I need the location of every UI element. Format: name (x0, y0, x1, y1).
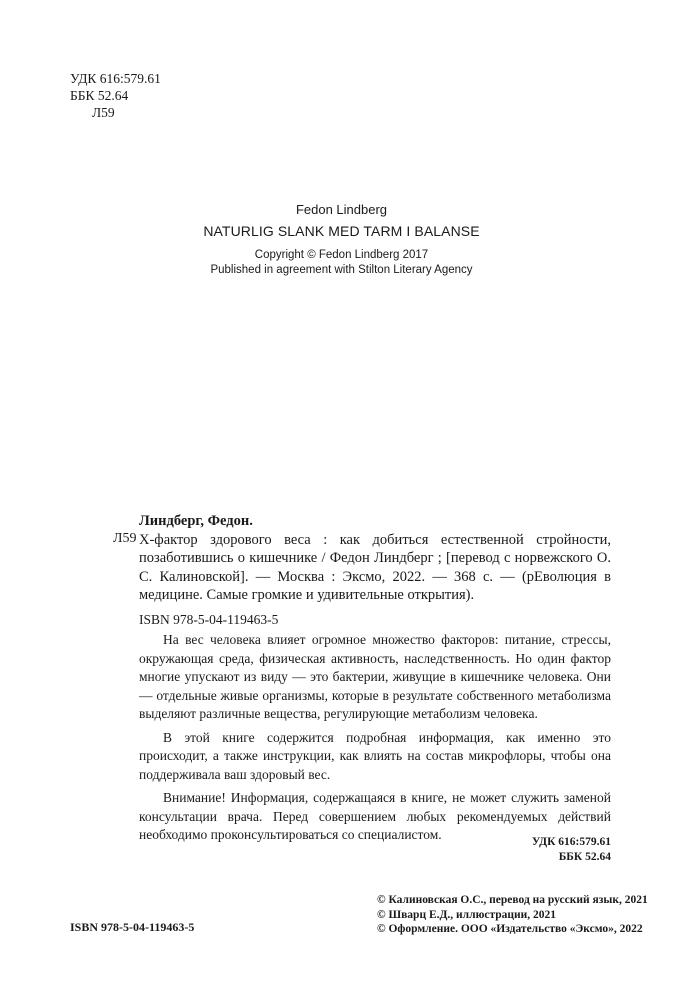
bib-author-heading: Линдберг, Федон. (139, 513, 253, 529)
bib-isbn: ISBN 978-5-04-119463-5 (139, 611, 279, 627)
copyright-translation: © Калиновская О.С., перевод на русский язык, 2021 (377, 894, 648, 906)
copyright-design: © Оформление. ООО «Издательство «Эксмо», 2022 (377, 923, 643, 935)
agency-agreement: Published in agreement with Stilton Literary Agency (210, 264, 473, 276)
bbk-code: ББК 52.64 (70, 88, 129, 103)
annotation-paragraph: Внимание! Информация, содержащаяся в книге, не может служить заменой консультации врача. Перед совершением любых рекомендуемых действий необходимо проконсультироваться со специалистом. (139, 790, 611, 842)
original-title: NATURLIG SLANK MED TARM I BALANSE (203, 223, 480, 239)
copyright-illustrations: © Шварц Е.Д., иллюстрации, 2021 (377, 908, 557, 921)
original-copyright: Copyright © Fedon Lindberg 2017 (254, 249, 429, 261)
annotation (139, 631, 611, 850)
udk-code-bottom: УДК 616:579.61 (531, 836, 611, 848)
annotation-paragraph: На вес человека влияет огромное множество факторов: питание, стрессы, окружающая среда, физическая активность, наследственность. Но один фактор многие упускают из виду — это бактерии, живущие в кишечнике человека. Они — отдельные живые организмы, которые в результате собственного метаболизма выделяют различные вещества, регулирующие метаболизм человека. (139, 632, 611, 721)
author-mark: Л59 (92, 105, 115, 120)
bib-author-mark: Л59 (113, 531, 137, 546)
original-author: Fedon Lindberg (295, 202, 388, 217)
classification-bottom (532, 835, 611, 865)
classification-top (70, 70, 161, 121)
annotation-paragraph: В этой книге содержится подробная информация, как именно это происходит, а также инструкции, как влиять на состав микрофлоры, чтобы она поддерживала ваш здоровый вес. (139, 729, 611, 782)
footer-isbn: ISBN 978-5-04-119463-5 (70, 920, 195, 934)
bib-description: Х-фактор здорового веса : как добиться естественной стройности, позаботившись о кишечнике / Федон Линдберг ; [перевод с норвежского О. С. Калиновской]. — Москва : Эксмо, 2022. — 368 с. — (рЕволюция в медицине. Самые громкие и удивительные открытия). (139, 531, 611, 603)
copyright-notices (377, 893, 648, 937)
bbk-code-bottom: ББК 52.64 (558, 851, 611, 863)
original-edition (0, 202, 683, 278)
bibliographic-record (139, 512, 611, 629)
udk-code: УДК 616:579.61 (70, 71, 161, 86)
